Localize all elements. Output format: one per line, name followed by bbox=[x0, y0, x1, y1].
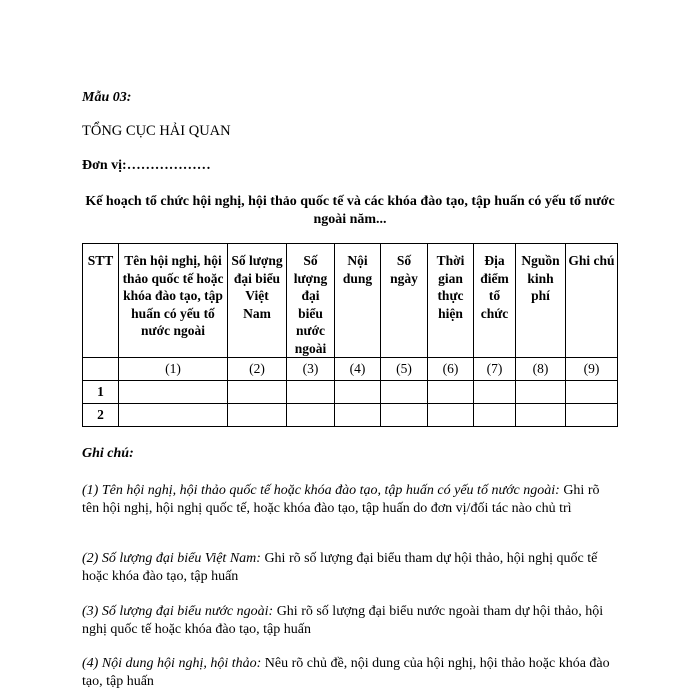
table-cell bbox=[287, 404, 335, 427]
header-cell-notes: Ghi chú bbox=[566, 244, 618, 358]
table-cell bbox=[566, 381, 618, 404]
table-cell bbox=[516, 404, 566, 427]
note-lead: (3) Số lượng đại biểu nước ngoài: bbox=[82, 604, 274, 619]
header-cell-vn-delegates: Số lượng đại biểu Việt Nam bbox=[228, 244, 287, 358]
header-cell-time: Thời gian thực hiện bbox=[428, 244, 474, 358]
note-text: Nêu rõ chủ đề, nội dung của hội nghị, hội thảo hoặc khóa đào tạo, tập huấn bbox=[82, 656, 610, 689]
table-cell bbox=[119, 381, 228, 404]
table-cell bbox=[474, 381, 516, 404]
table-cell bbox=[516, 381, 566, 404]
column-number-cell: (4) bbox=[335, 358, 381, 381]
note-text: Ghi rõ số lượng đại biểu tham dự hội thảo, hội nghị quốc tế hoặc khóa đào tạo, tập huấn bbox=[82, 551, 598, 584]
header-cell-location: Địa điểm tổ chức bbox=[474, 244, 516, 358]
note-lead: (2) Số lượng đại biểu Việt Nam: bbox=[82, 551, 261, 566]
row-stt: 1 bbox=[83, 381, 119, 404]
agency-name: TỔNG CỤC HẢI QUAN bbox=[82, 123, 231, 139]
column-number-cell: (6) bbox=[428, 358, 474, 381]
table-cell bbox=[119, 404, 228, 427]
column-number-cell: (8) bbox=[516, 358, 566, 381]
table-cell bbox=[381, 404, 428, 427]
column-number-cell bbox=[83, 358, 119, 381]
table-row bbox=[83, 381, 618, 404]
header-cell-stt: STT bbox=[83, 244, 119, 358]
header-cell-foreign-delegates: Số lượng đại biểu nước ngoài bbox=[287, 244, 335, 358]
table-cell bbox=[335, 404, 381, 427]
note-item bbox=[82, 655, 620, 691]
column-number-cell: (7) bbox=[474, 358, 516, 381]
table-cell bbox=[428, 404, 474, 427]
table-row bbox=[83, 404, 618, 427]
unit-field: Đơn vị:……………… bbox=[82, 158, 211, 173]
note-item bbox=[82, 603, 620, 639]
table-cell bbox=[335, 381, 381, 404]
table-header-row bbox=[83, 244, 618, 358]
table-cell bbox=[381, 381, 428, 404]
table-cell bbox=[228, 404, 287, 427]
column-number-row bbox=[83, 358, 618, 381]
header-cell-content: Nội dung bbox=[335, 244, 381, 358]
table-cell bbox=[428, 381, 474, 404]
note-lead: (4) Nội dung hội nghị, hội thảo: bbox=[82, 656, 262, 671]
form-code: Mẫu 03: bbox=[82, 90, 132, 105]
column-number-cell: (3) bbox=[287, 358, 335, 381]
notes-title: Ghi chú: bbox=[82, 446, 134, 461]
table-cell bbox=[228, 381, 287, 404]
row-stt: 2 bbox=[83, 404, 119, 427]
header-cell-name: Tên hội nghị, hội thảo quốc tế hoặc khóa đào tạo, tập huấn có yếu tố nước ngoài bbox=[119, 244, 228, 358]
header-cell-funding: Nguồn kinh phí bbox=[516, 244, 566, 358]
plan-table bbox=[82, 243, 618, 427]
header-cell-days: Số ngày bbox=[381, 244, 428, 358]
note-text: Ghi rõ tên hội nghị, hội nghị quốc tế, hoặc khóa đào tạo, tập huấn do đơn vị/đối tác nào chủ trì bbox=[82, 483, 600, 516]
column-number-cell: (1) bbox=[119, 358, 228, 381]
table-cell bbox=[566, 404, 618, 427]
column-number-cell: (5) bbox=[381, 358, 428, 381]
note-item bbox=[82, 482, 620, 518]
table-cell bbox=[474, 404, 516, 427]
note-lead: (1) Tên hội nghị, hội thảo quốc tế hoặc khóa đào tạo, tập huấn có yếu tố nước ngoài: bbox=[82, 483, 560, 498]
document-title: Kế hoạch tổ chức hội nghị, hội thảo quốc tế và các khóa đào tạo, tập huấn có yếu tố nước ngoài năm... bbox=[85, 194, 615, 227]
note-item bbox=[82, 550, 620, 586]
table-cell bbox=[287, 381, 335, 404]
column-number-cell: (2) bbox=[228, 358, 287, 381]
note-text: Ghi rõ số lượng đại biểu nước ngoài tham dự hội thảo, hội nghị quốc tế hoặc khóa đào tạo, tập huấn bbox=[82, 604, 604, 637]
column-number-cell: (9) bbox=[566, 358, 618, 381]
